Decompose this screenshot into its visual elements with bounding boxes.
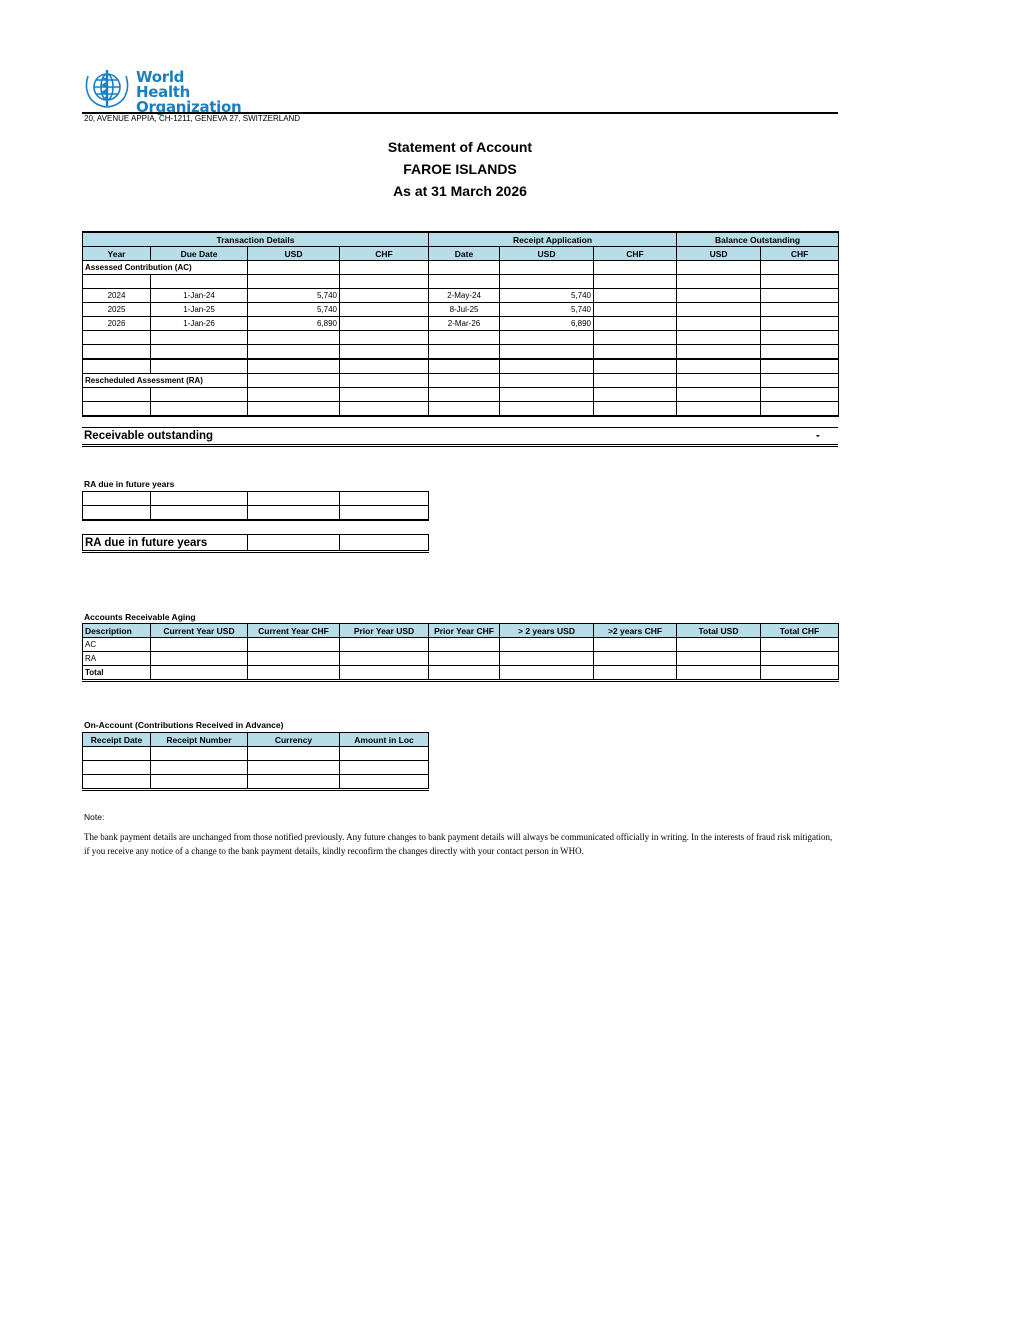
aging-col-current-chf: Current Year CHF	[248, 624, 340, 638]
aging-col-2y-chf: >2 years CHF	[594, 624, 677, 638]
who-logo	[82, 66, 242, 116]
note-label: Note:	[84, 812, 105, 822]
col-year: Year	[83, 247, 151, 261]
aging-col-description: Description	[83, 624, 151, 638]
group-header-transaction: Transaction Details	[83, 232, 429, 247]
table-row: AC	[83, 638, 839, 652]
col-usd: USD	[248, 247, 340, 261]
ra-future-total-table	[82, 534, 429, 553]
org-address: 20, AVENUE APPIA, CH-1211, GENEVA 27, SWITZERLAND	[84, 114, 301, 123]
ra-future-label: RA due in future years	[84, 479, 175, 489]
aging-table	[82, 623, 839, 682]
table-row: 2024 1-Jan-24 5,740 2-May-24 5,740	[83, 289, 839, 303]
group-header-receipt: Receipt Application	[429, 232, 677, 247]
aging-col-total-usd: Total USD	[677, 624, 761, 638]
section-label-ra: Rescheduled Assessment (RA)	[83, 374, 248, 388]
table-row: RA	[83, 652, 839, 666]
aging-col-total-chf: Total CHF	[761, 624, 839, 638]
on-account-col-receipt-date: Receipt Date	[83, 733, 151, 747]
aging-col-prior-usd: Prior Year USD	[340, 624, 429, 638]
col-receipt-chf: CHF	[594, 247, 677, 261]
ra-future-table	[82, 491, 429, 521]
on-account-col-receipt-number: Receipt Number	[151, 733, 248, 747]
col-balance-usd: USD	[677, 247, 761, 261]
on-account-col-amount: Amount in Loc	[340, 733, 429, 747]
org-name-line2: Organization	[136, 98, 242, 116]
statement-date: As at 31 March 2026	[393, 183, 527, 199]
receivable-outstanding-row	[82, 427, 838, 447]
table-row: 2025 1-Jan-25 5,740 8-Jul-25 5,740	[83, 303, 839, 317]
col-receipt-usd: USD	[500, 247, 594, 261]
aging-col-2y-usd: > 2 years USD	[500, 624, 594, 638]
on-account-label: On-Account (Contributions Received in Advance)	[84, 720, 284, 730]
col-balance-chf: CHF	[761, 247, 839, 261]
org-name-line1: World Health	[136, 68, 191, 101]
section-label-ac: Assessed Contribution (AC)	[83, 261, 248, 275]
on-account-table	[82, 732, 429, 791]
receivable-value: -	[816, 430, 820, 442]
col-chf: CHF	[340, 247, 429, 261]
ra-future-total-label: RA due in future years	[83, 535, 248, 552]
on-account-col-currency: Currency	[248, 733, 340, 747]
who-emblem-icon	[82, 66, 132, 110]
aging-label: Accounts Receivable Aging	[84, 612, 196, 622]
group-header-balance: Balance Outstanding	[677, 232, 839, 247]
table-row: Total	[83, 666, 839, 681]
aging-col-current-usd: Current Year USD	[151, 624, 248, 638]
aging-col-prior-chf: Prior Year CHF	[429, 624, 500, 638]
statement-table	[82, 231, 839, 417]
col-date: Date	[429, 247, 500, 261]
statement-title: Statement of Account	[387, 139, 533, 155]
col-due-date: Due Date	[151, 247, 248, 261]
receivable-label: Receivable outstanding	[84, 430, 214, 442]
note-text: The bank payment details are unchanged from those notified previously. Any future changes to bank payment details will always be communicated officially in writing. In the interests of fraud risk mitigation, if you receive any notice of a change to the bank payment details, kindly reconfirm the changes directly with your contact person in WHO.	[84, 832, 833, 856]
country-name: FAROE ISLANDS	[403, 161, 517, 177]
table-row: 2026 1-Jan-26 6,890 2-Mar-26 6,890	[83, 317, 839, 331]
